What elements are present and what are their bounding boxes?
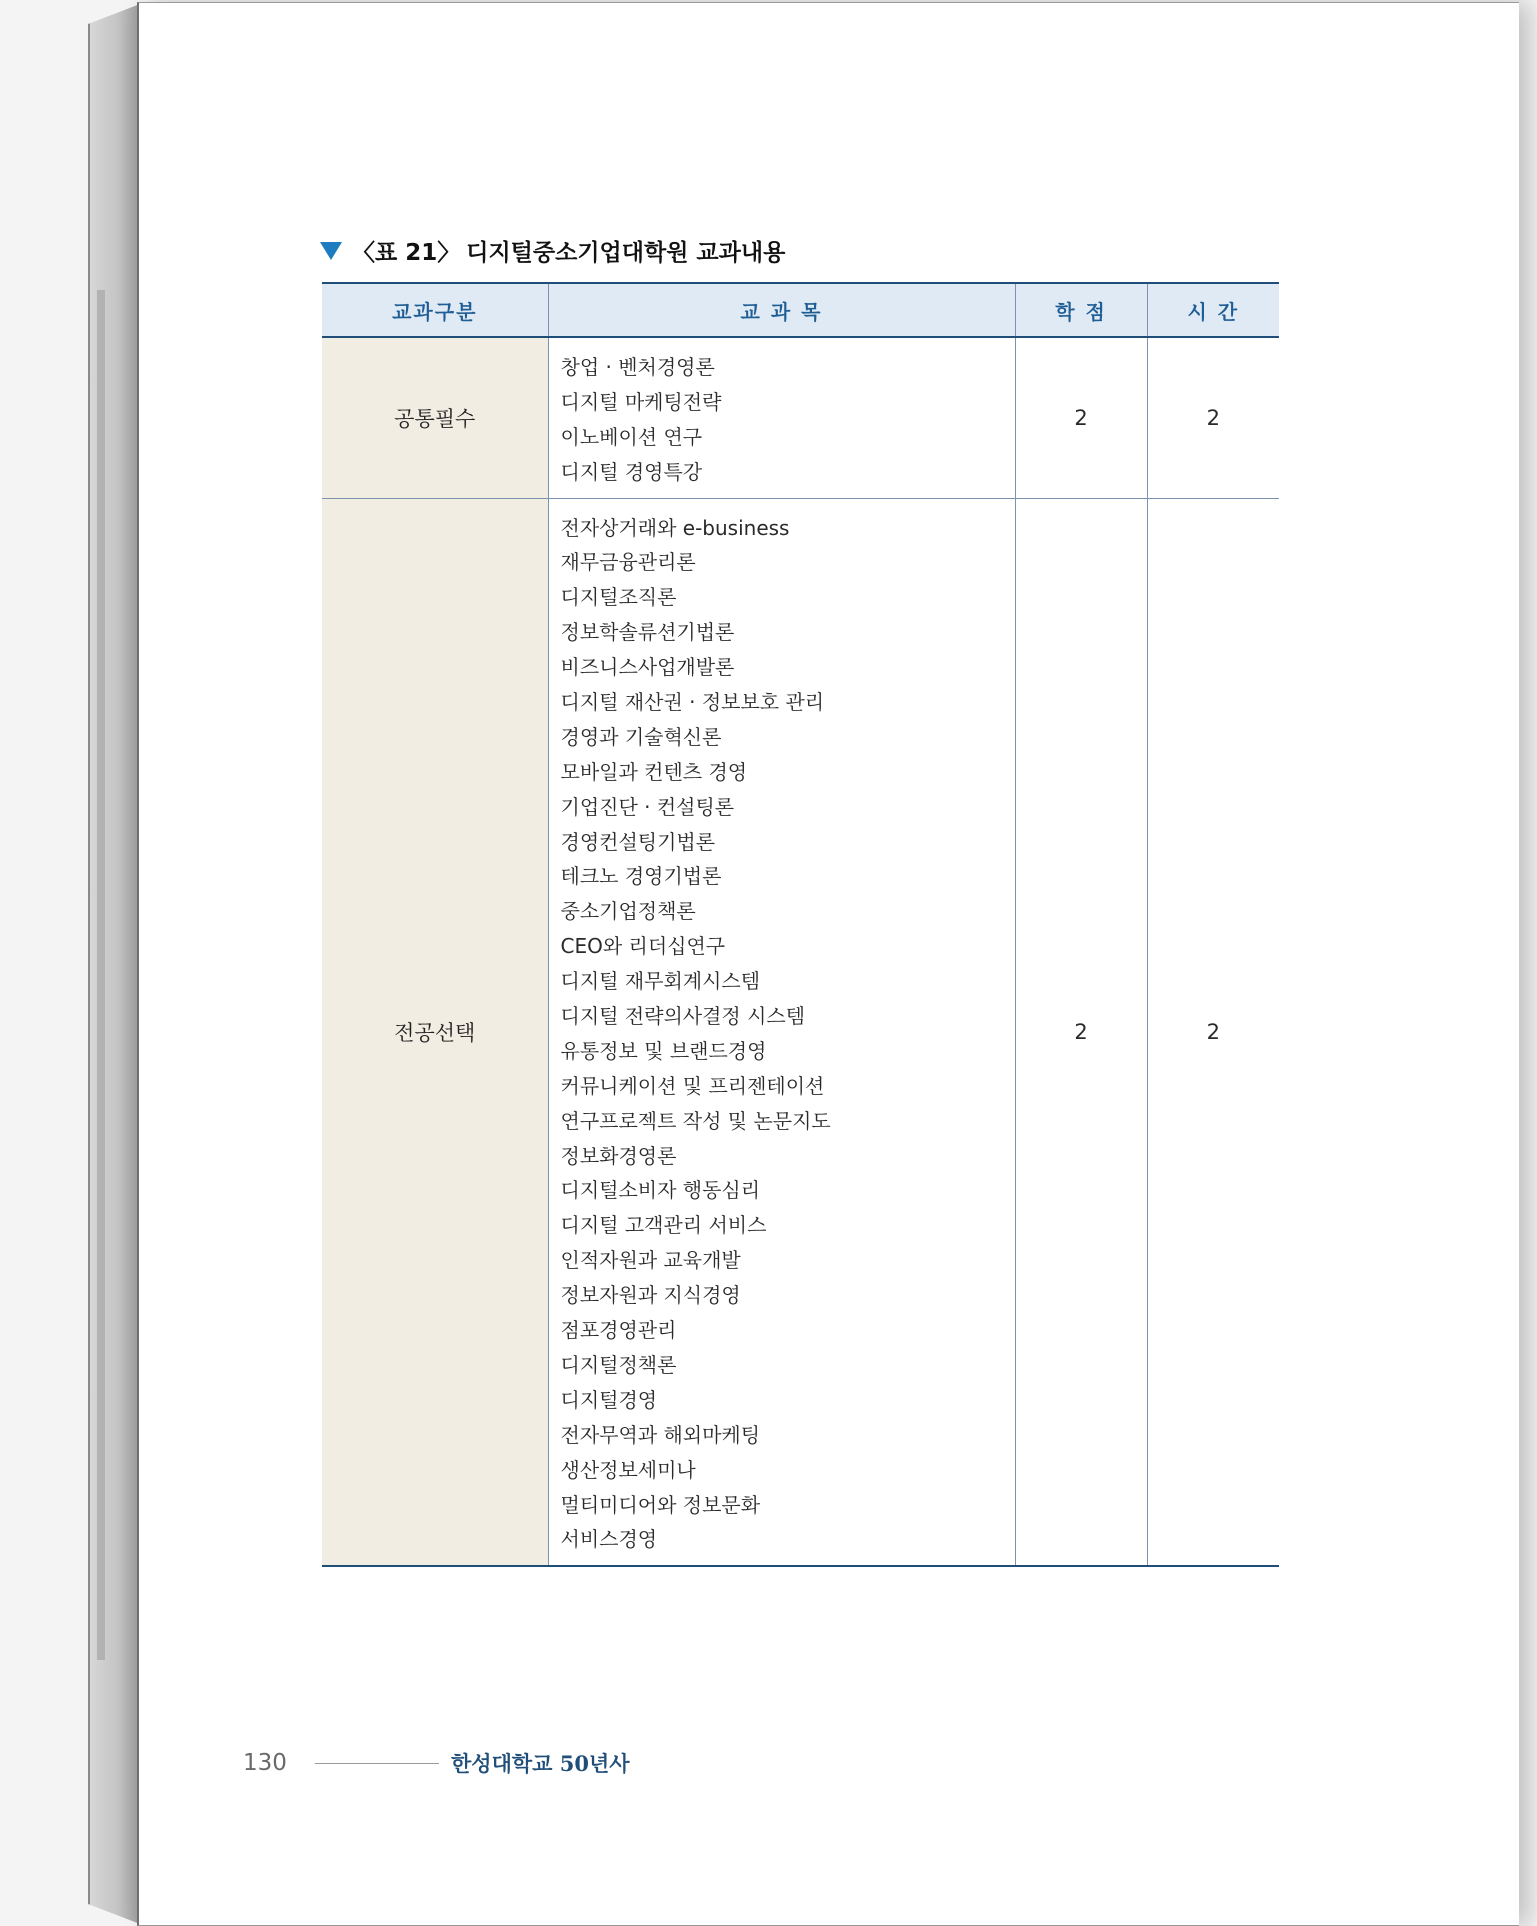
subject-item: 전자상거래와 e-business	[560, 515, 790, 540]
subject-item: 유통정보 및 브랜드경영	[560, 1038, 767, 1063]
subject-item: 서비스경영	[560, 1527, 658, 1552]
credits-cell: 2	[1015, 498, 1147, 1566]
subject-item: 디지털 전략의사결정 시스템	[560, 1004, 806, 1029]
subject-item: 테크노 경영기법론	[560, 864, 722, 889]
subject-item: 커뮤니케이션 및 프리젠테이션	[560, 1073, 825, 1098]
footer-divider	[315, 1763, 439, 1764]
subject-item: 정보자원과 지식경영	[560, 1283, 741, 1308]
subject-item: 정보학솔류션기법론	[560, 620, 735, 645]
subject-item: 디지털 재산권 · 정보보호 관리	[560, 690, 825, 715]
subject-item: 이노베이션 연구	[560, 424, 703, 449]
subject-item: 디지털 재무회계시스템	[560, 969, 761, 994]
hours-cell: 2	[1147, 498, 1279, 1566]
subjects-cell	[548, 337, 1015, 498]
category-cell: 공통필수	[322, 337, 548, 498]
table-caption	[320, 234, 785, 267]
subject-item: 창업 · 벤처경영론	[560, 355, 715, 379]
subject-item: 디지털 마케팅전략	[560, 389, 722, 414]
subject-item: 점포경영관리	[560, 1318, 677, 1343]
subject-item: 재무금융관리론	[560, 550, 696, 575]
subject-item: 디지털정책론	[560, 1352, 677, 1377]
subject-item: 기업진단 · 컨설팅론	[560, 794, 735, 819]
credits-cell: 2	[1015, 337, 1147, 498]
book-spine-edge	[97, 290, 105, 1660]
table-row	[322, 337, 1279, 498]
triangle-down-icon	[320, 242, 342, 260]
table-header-row	[322, 283, 1279, 337]
table-caption-text: 디지털중소기업대학원 교과내용	[466, 240, 786, 266]
subject-item: 모바일과 컨텐츠 경영	[560, 759, 748, 784]
subjects-cell	[548, 498, 1015, 1566]
subject-item: 인적자원과 교육개발	[560, 1248, 741, 1273]
subject-item: 디지털 고객관리 서비스	[560, 1213, 767, 1238]
subject-item: 정보화경영론	[560, 1143, 677, 1168]
subject-item: 전자무역과 해외마케팅	[560, 1422, 761, 1447]
subject-item: 경영컨설팅기법론	[560, 829, 716, 854]
curriculum-table	[322, 282, 1279, 1567]
subject-item: CEO와 리더십연구	[560, 934, 726, 959]
subject-item: 멀티미디어와 정보문화	[560, 1492, 761, 1517]
subject-item: 중소기업정책론	[560, 899, 696, 924]
table-row	[322, 498, 1279, 1566]
header-subjects: 교 과 목	[548, 283, 1015, 337]
subject-item: 디지털소비자 행동심리	[560, 1178, 761, 1203]
page-footer	[243, 1748, 630, 1778]
hours-cell: 2	[1147, 337, 1279, 498]
table-caption-number: 〈표 21〉	[352, 240, 461, 266]
book-spine	[88, 4, 140, 1924]
subject-item: 연구프로젝트 작성 및 논문지도	[560, 1108, 831, 1133]
subject-item: 비즈니스사업개발론	[560, 655, 735, 680]
subject-item: 경영과 기술혁신론	[560, 724, 722, 749]
page-number: 130	[243, 1750, 287, 1776]
subject-item: 생산정보세미나	[560, 1457, 696, 1482]
subject-item: 디지털 경영특강	[560, 459, 703, 484]
subject-item: 디지털조직론	[560, 585, 677, 610]
header-category: 교과구분	[322, 283, 548, 337]
header-credits: 학 점	[1015, 283, 1147, 337]
subject-item: 디지털경영	[560, 1387, 658, 1412]
category-cell: 전공선택	[322, 498, 548, 1566]
book-title: 한성대학교 50년사	[451, 1751, 630, 1776]
header-hours: 시 간	[1147, 283, 1279, 337]
